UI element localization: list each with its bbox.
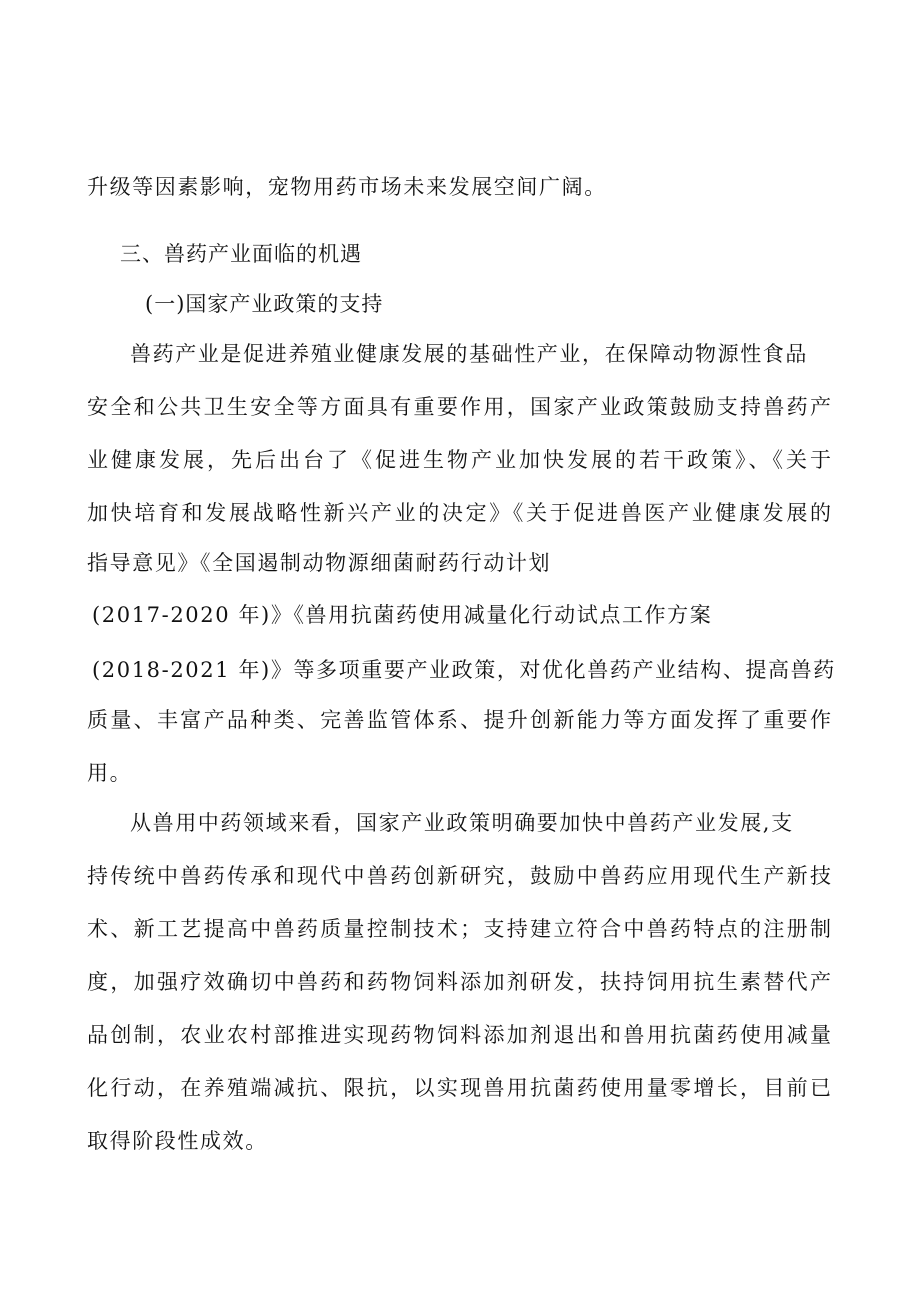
section-heading: 三、兽药产业面临的机遇 (120, 242, 362, 266)
paragraph-line: 持传统中兽药传承和现代中兽药创新研究，鼓励中兽药应用现代生产新技 (87, 864, 831, 888)
paragraph-line: 质量、丰富产品种类、完善监管体系、提升创新能力等方面发挥了重要作 (87, 708, 831, 732)
subsection-heading: (一)国家产业政策的支持 (145, 292, 384, 316)
paragraph-line: 化行动，在养殖端减抗、限抗，以实现兽用抗菌药使用量零增长，目前已 (87, 1076, 831, 1100)
paragraph-line: 度，加强疗效确切中兽药和药物饲料添加剂研发，扶持饲用抗生素替代产 (87, 970, 831, 994)
paragraph-line: 用。 (87, 761, 133, 785)
paragraph-line: 品创制，农业农村部推进实现药物饲料添加剂退出和兽用抗菌药使用减量 (87, 1023, 831, 1047)
paragraph-line: 安全和公共卫生安全等方面具有重要作用，国家产业政策鼓励支持兽药产 (87, 395, 831, 419)
paragraph-line: 从兽用中药领域来看，国家产业政策明确要加快中兽药产业发展,支 (130, 811, 794, 835)
paragraph-line: 取得阶段性成效。 (87, 1129, 268, 1153)
paragraph-line: (2017-2020 年)》《兽用抗菌药使用减量化行动试点工作方案 (92, 603, 713, 627)
paragraph-line: 术、新工艺提高中兽药质量控制技术；支持建立符合中兽药特点的注册制 (87, 917, 831, 941)
paragraph-line: 业健康发展，先后出台了《促进生物产业加快发展的若干政策》、《关于 (87, 448, 831, 472)
paragraph-line: (2018-2021 年)》等多项重要产业政策，对优化兽药产业结构、提高兽药 (92, 658, 836, 682)
paragraph-line: 加快培育和发展战略性新兴产业的决定》《关于促进兽医产业健康发展的 (87, 501, 831, 525)
paragraph-line: 指导意见》《全国遏制动物源细菌耐药行动计划 (87, 551, 552, 575)
paragraph-line: 兽药产业是促进养殖业健康发展的基础性产业，在保障动物源性食品 (130, 342, 808, 366)
continuation-text: 升级等因素影响，宠物用药市场未来发展空间广阔。 (87, 175, 607, 199)
